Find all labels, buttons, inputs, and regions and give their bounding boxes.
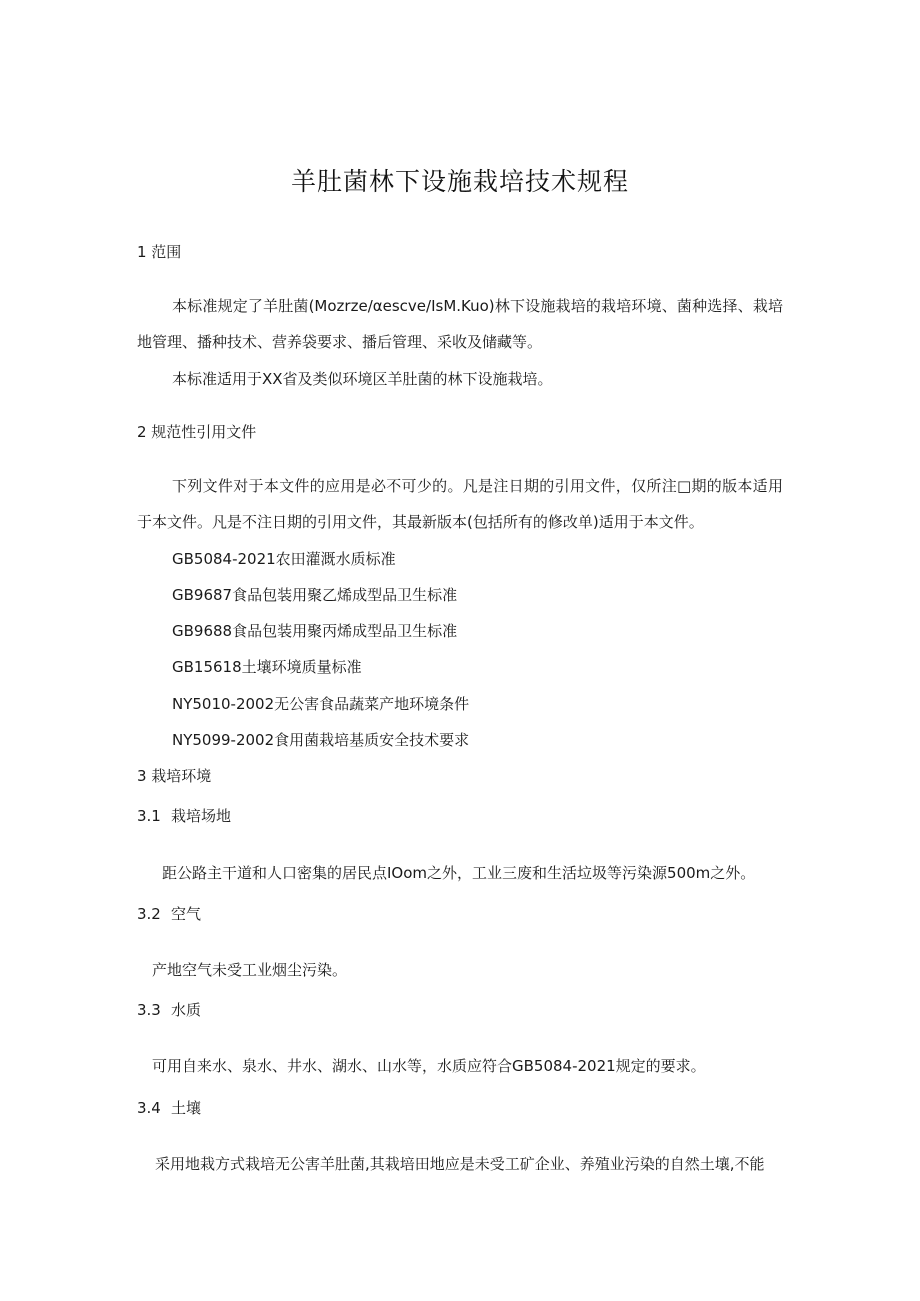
water-paragraph: 可用自来水、泉水、井水、湖水、山水等，水质应符合GB5084-2021规定的要求。 [152,1057,706,1075]
subsection-number: 3.2 [137,905,161,923]
subsection-heading-water [137,999,201,1021]
reference-item: GB15618土壤环境质量标准 [172,658,362,676]
subsection-title: 空气 [171,905,202,923]
reference-item: NY5099-2002食用菌栽培基质安全技术要求 [172,731,470,749]
scope-paragraph-2: 本标准适用于XX省及类似环境区羊肚菌的林下设施栽培。 [172,370,553,388]
section-heading-environment: 3 栽培环境 [137,767,212,785]
subsection-number: 3.1 [137,807,161,825]
subsection-number: 3.4 [137,1099,161,1117]
document-title: 羊肚菌林下设施栽培技术规程 [290,167,629,196]
scope-paragraph-1: 本标准规定了羊肚菌(Mozrze/αescve/IsM.Kuo)林下设施栽培的栽培环境、菌种选择、栽培地管理、播种技术、营养袋要求、播后管理、采收及储藏等。 [137,297,783,351]
section-heading-references: 2 规范性引用文件 [137,423,257,441]
subsection-number: 3.3 [137,1001,161,1019]
air-paragraph: 产地空气未受工业烟尘污染。 [152,961,348,979]
site-paragraph: 距公路主干道和人口密集的居民点IOom之外，工业三废和生活垃圾等污染源500m之外。 [162,864,756,882]
reference-item: GB5084-2021农田灌溉水质标准 [172,550,396,568]
references-paragraph: 下列文件对于本文件的应用是必不可少的。凡是注日期的引用文件，仅所注□期的版本适用于本文件。凡是不注日期的引用文件，其最新版本(包括所有的修改单)适用于本文件。 [137,477,783,531]
section-heading-scope: 1 范围 [137,243,182,261]
subsection-heading-soil [137,1097,201,1119]
reference-item: GB9687食品包装用聚乙烯成型品卫生标准 [172,586,458,604]
subsection-title: 水质 [171,1001,202,1019]
subsection-title: 栽培场地 [171,807,232,825]
soil-paragraph: 采用地栽方式栽培无公害羊肚菌,其栽培田地应是未受工矿企业、养殖业污染的自然土壤,不能 [155,1155,765,1173]
reference-item: GB9688食品包装用聚丙烯成型品卫生标准 [172,622,458,640]
subsection-heading-air [137,903,201,925]
subsection-title: 土壤 [171,1099,202,1117]
subsection-heading-site [137,805,231,827]
reference-item: NY5010-2002无公害食品蔬菜产地环境条件 [172,695,470,713]
